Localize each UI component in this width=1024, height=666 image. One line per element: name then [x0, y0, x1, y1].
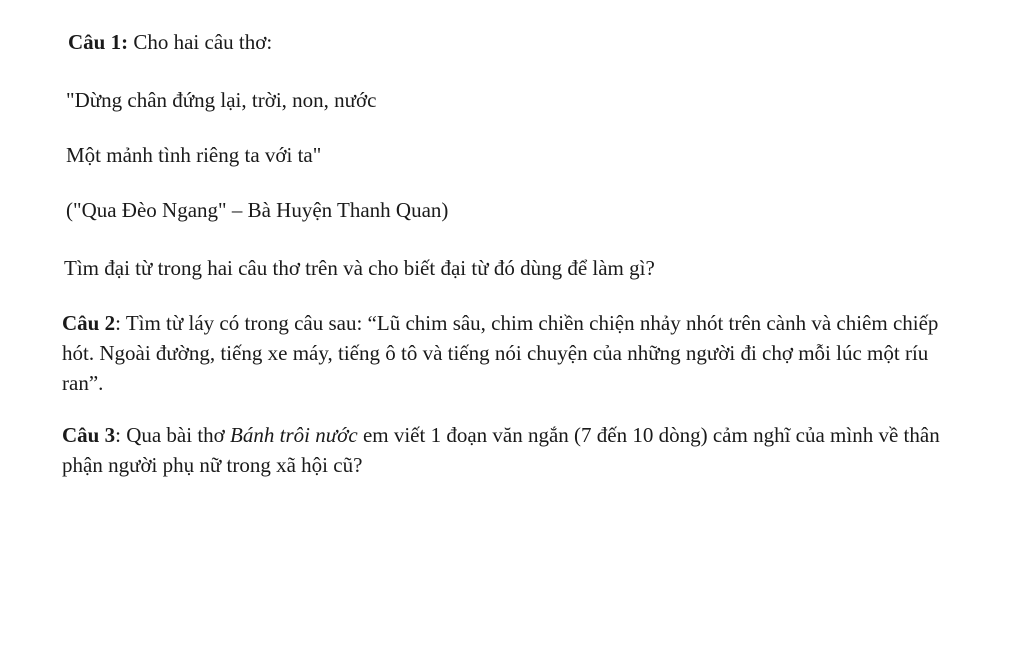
question-1-task: Tìm đại từ trong hai câu thơ trên và cho biết đại từ đó dùng để làm gì?	[64, 256, 655, 280]
question-3-paragraph	[62, 420, 942, 480]
question-2-label: Câu 2	[62, 311, 116, 335]
poem-source: ("Qua Đèo Ngang" – Bà Huyện Thanh Quan)	[66, 198, 449, 222]
question-1-heading	[68, 28, 272, 56]
question-3-text-after: em viết 1 đoạn văn ngắn (7 đến 10 dòng) cảm nghĩ của mình về thân phận người phụ nữ trong xã hội cũ?	[62, 423, 940, 477]
poem-line-1: "Dừng chân đứng lại, trời, non, nước	[66, 88, 377, 112]
poem-line-2: Một mảnh tình riêng ta với ta"	[66, 143, 322, 167]
question-1-label: Câu 1:	[68, 30, 129, 54]
question-3-poem-title: Bánh trôi nước	[230, 423, 358, 447]
question-2-paragraph	[62, 308, 942, 398]
question-3-label: Câu 3	[62, 423, 116, 447]
question-3-text-before: : Qua bài thơ	[115, 423, 231, 447]
question-1-intro: Cho hai câu thơ:	[128, 30, 273, 54]
question-2-text: : Tìm từ láy có trong câu sau: “Lũ chim sâu, chim chiền chiện nhảy nhót trên cành và chiêm chiếp hót. Ngoài đường, tiếng xe máy, tiếng ô tô và tiếng nói chuyện của những người đi chợ mỗi lúc một ríu ran”.	[62, 311, 939, 395]
